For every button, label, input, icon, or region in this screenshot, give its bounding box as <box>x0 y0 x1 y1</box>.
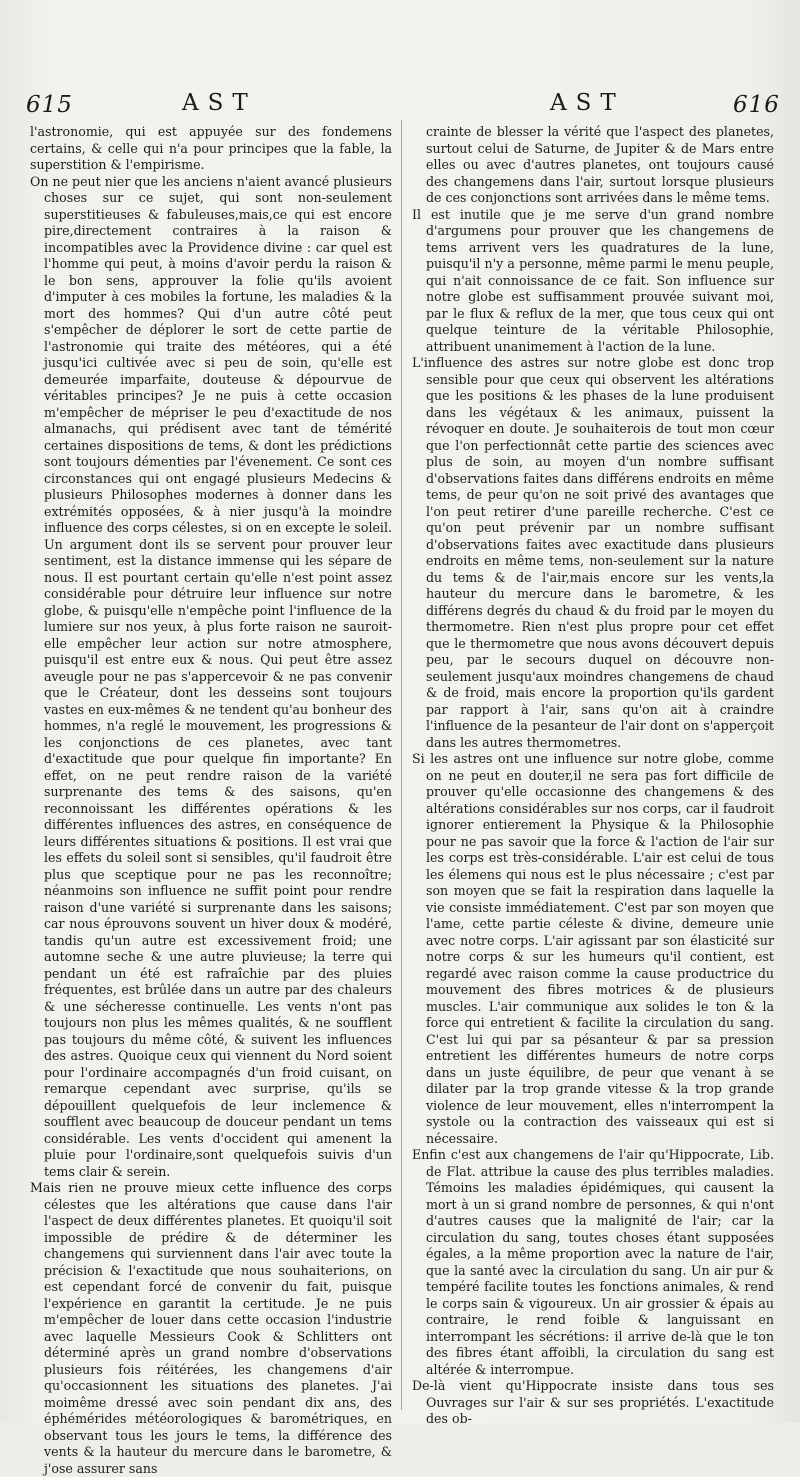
paragraph: l'astronomie, qui est appuyée sur des fondemens certains, & celle qui n'a pour principes que la fable, la superstition & l'empirisme. <box>30 124 392 172</box>
paragraph: L'influence des astres sur notre globe est donc trop sensible pour que ceux qui observent les altérations que les positions & les phases de la lune produisent dans les végétaux & les animaux, puissent la révoquer en doute. Je souhaiterois de tout mon cœur que l'on perfectionnât cette partie des sciences avec plus de soin, au moyen d'un nombre suffisant d'observations faites dans différens endroits en même tems, de peur qu'on ne soit privé des avantages que l'on peut retirer d'une pareille recherche. C'est ce qu'on peut prévenir par un nombre suffisant d'observations faites avec exactitude dans plusieurs endroits en même tems, non-seulement sur la nature du tems & de l'air,mais encore sur les vents,la hauteur du mercure dans le barometre, & les différens degrés du chaud & du froid par le moyen du thermometre. Rien n'est plus propre pour cet effet que le thermometre que nous avons découvert depuis peu, par le secours duquel on découvre non-seulement jusqu'aux moindres changemens de chaud & de froid, mais encore la proportion qu'ils gardent par rapport à l'air, sans qu'on ait à craindre l'influence de la pesanteur de l'air dont on s'apperçoit dans les autres thermometres. <box>412 355 774 750</box>
paragraph: Enfin c'est aux changemens de l'air qu'Hippocrate, Lib. de Flat. attribue la cause des plus terribles maladies. Témoins les maladies épidémiques, qui causent la mort à un si grand nombre de personnes, & qui n'ont d'autres causes que la malignité de l'air; car la circulation du sang, toutes choses étant supposées égales, a la même proportion avec la nature de l'air, que la santé avec la circulation du sang. Un air pur & tempéré facilite toutes les fonctions animales, & rend le corps sain & vigoureux. Un air grossier & épais au contraire, le rend foible & languissant en interrompant les sécrétions: il arrive de-là que le ton des fibres étant affoibli, la circulation du sang est altérée & interrompue. <box>412 1147 774 1377</box>
paragraph: Si les astres ont une influence sur notre globe, comme on ne peut en douter,il ne sera pas fort difficile de prouver qu'elle occasionne des changemens & des altérations considérables sur nos corps, car il faudroit ignorer entierement la Physique & la Philosophie pour ne pas savoir que la force & l'action de l'air sur les corps est très-considérable. L'air est celui de tous les élemens qui nous est le plus nécessaire ; c'est par son moyen que se fait la respiration dans laquelle la vie consiste immédiatement. C'est par son moyen que l'ame, cette partie céleste & divine, demeure unie avec notre corps. L'air agissant par son élasticité sur notre corps & sur les humeurs qu'il contient, est regardé avec raison comme la cause productrice du mouvement des fibres motrices & de plusieurs muscles. L'air communique aux solides le ton & la force qui entretient & facilite la circulation du sang. C'est lui qui par sa pésanteur & par sa pression entretient les différentes humeurs de notre corps dans un juste équilibre, de peur que venant à se dilater par la trop grande vitesse & la trop grande violence de leur mouvement, elles n'interrompent la systole ou la contraction des vaisseaux qui est si nécessaire. <box>412 751 774 1146</box>
left-column <box>30 124 392 1476</box>
right-page-number: 616 <box>733 92 780 118</box>
column-divider <box>401 120 402 1410</box>
left-page-number: 615 <box>26 92 73 118</box>
paragraph: On ne peut nier que les anciens n'aient avancé plusieurs choses sur ce sujet, qui sont non-seulement superstitieuses & fabuleuses,mais,ce qui est encore pire,directement contraires à la raison & incompatibles avec la Providence divine : car quel est l'homme qui peut, à moins d'avoir perdu la raison & le bon sens, approuver la folie qu'ils avoient d'imputer à ces mobiles la fortune, les maladies & la mort des hommes? Qui d'un autre côté peut s'empêcher de déplorer le sort de cette partie de l'astronomie qui traite des météores, qui a été jusqu'ici cultivée avec si peu de soin, qu'elle est demeurée imparfaite, douteuse & dépourvue de véritables principes? Je ne puis à cette occasion m'empêcher de mépriser le peu d'exactitude de nos almanachs, qui prédisent avec tant de témérité certaines dispositions de tems, & dont les prédictions sont toujours démenties par l'évenement. Ce sont ces circonstances qui ont engagé plusieurs Medecins & plusieurs Philosophes modernes à donner dans les extrémités opposées, & à nier jusqu'à la moindre influence des corps célestes, si on en excepte le soleil. Un argument dont ils se servent pour prouver leur sentiment, est la distance immense qui les sépare de nous. Il est pourtant certain qu'elle n'est point assez considérable pour détruire leur influence sur notre globe, & puisqu'elle n'empêche point l'influence de la lumiere sur nos yeux, à plus forte raison ne sauroit-elle empêcher leur action sur notre atmosphere, puisqu'il est entre eux & nous. Qui peut être assez aveugle pour ne pas s'appercevoir & ne pas convenir que le Créateur, dont les desseins sont toujours vastes en eux-mêmes & ne tendent qu'au bonheur des hommes, n'a reglé le mouvement, les progressions & les conjonctions de ces planetes, avec tant d'exactitude que pour quelque fin importante? En effet, on ne peut rendre raison de la variété surprenante des tems & des saisons, qu'en reconnoissant les différentes opérations & les différentes influences des astres, en conséquence de leurs différentes situations & positions. Il est vrai que les effets du soleil sont si sensibles, qu'il faudroit être plus que sceptique pour ne pas les reconnoître; néanmoins son influence ne suffit point pour rendre raison d'une variété si surprenante dans les saisons; car nous éprouvons souvent un hiver doux & modéré, tandis qu'un autre est excessivement froid; une automne seche & une autre pluvieuse; la terre qui pendant un été est rafraîchie par des pluies fréquentes, est brûlée dans un autre par des chaleurs & une sécheresse continuelle. Les vents n'ont pas toujours non plus les mêmes qualités, & ne soufflent pas toujours du même côté, & suivent les influences des astres. Quoique ceux qui viennent du Nord soient pour l'ordinaire accompagnés d'un froid cuisant, on remarque cependant avec surprise, qu'ils se dépouillent quelquefois de leur inclemence & soufflent avec beaucoup de douceur pendant un tems considérable. Les vents d'occident qui amenent la pluie pour l'ordinaire,sont quelquefois suivis d'un tems clair & serein. <box>30 173 392 1179</box>
paragraph: Il est inutile que je me serve d'un grand nombre d'argumens pour prouver que les changemens de tems arrivent vers les quadratures de la lune, puisqu'il n'y a personne, même parmi le menu peuple, qui n'ait connoissance de ce fait. Son influence sur notre globe est suffisamment prouvée suivant moi, par le flux & reflux de la mer, que tous ceux qui ont quelque teinture de la véritable Philosophie, attribuent unanimement à l'action de la lune. <box>412 206 774 354</box>
paragraph: Mais rien ne prouve mieux cette influence des corps célestes que les altérations que cause dans l'air l'aspect de deux différentes planetes. Et quoiqu'il soit impossible de prédire & de déterminer les changemens qui surviennent dans l'air avec toute la précision & l'exactitude que nous souhaiterions, on est cependant forcé de convenir du fait, puisque l'expérience en garantit la certitude. Je ne puis m'empêcher de louer dans cette occasion l'industrie avec laquelle Messieurs Cook & Schlitters ont déterminé après un grand nombre d'observations plusieurs fois réitérées, les changemens d'air qu'occasionnent les situations des planetes. J'ai moimême dressé avec soin pendant dix ans, des éphémérides météorologiques & barométriques, en observant tous les jours le tems, la différence des vents & la hauteur du mercure dans le barometre, & j'ose assurer sans <box>30 1180 392 1476</box>
running-header <box>0 86 800 120</box>
paragraph: crainte de blesser la vérité que l'aspect des planetes, surtout celui de Saturne, de Jupiter & de Mars entre elles ou avec d'autres planetes, ont toujours causé des changemens dans l'air, surtout lorsque plusieurs de ces conjonctions sont arrivées dans le même tems. <box>426 124 774 205</box>
paragraph: De-là vient qu'Hippocrate insiste dans tous ses Ouvrages sur l'air & sur ses propriétés. L'exactitude des ob- <box>412 1378 774 1426</box>
right-column <box>412 124 774 1426</box>
right-headword: AST <box>550 90 625 116</box>
left-headword: AST <box>182 90 257 116</box>
